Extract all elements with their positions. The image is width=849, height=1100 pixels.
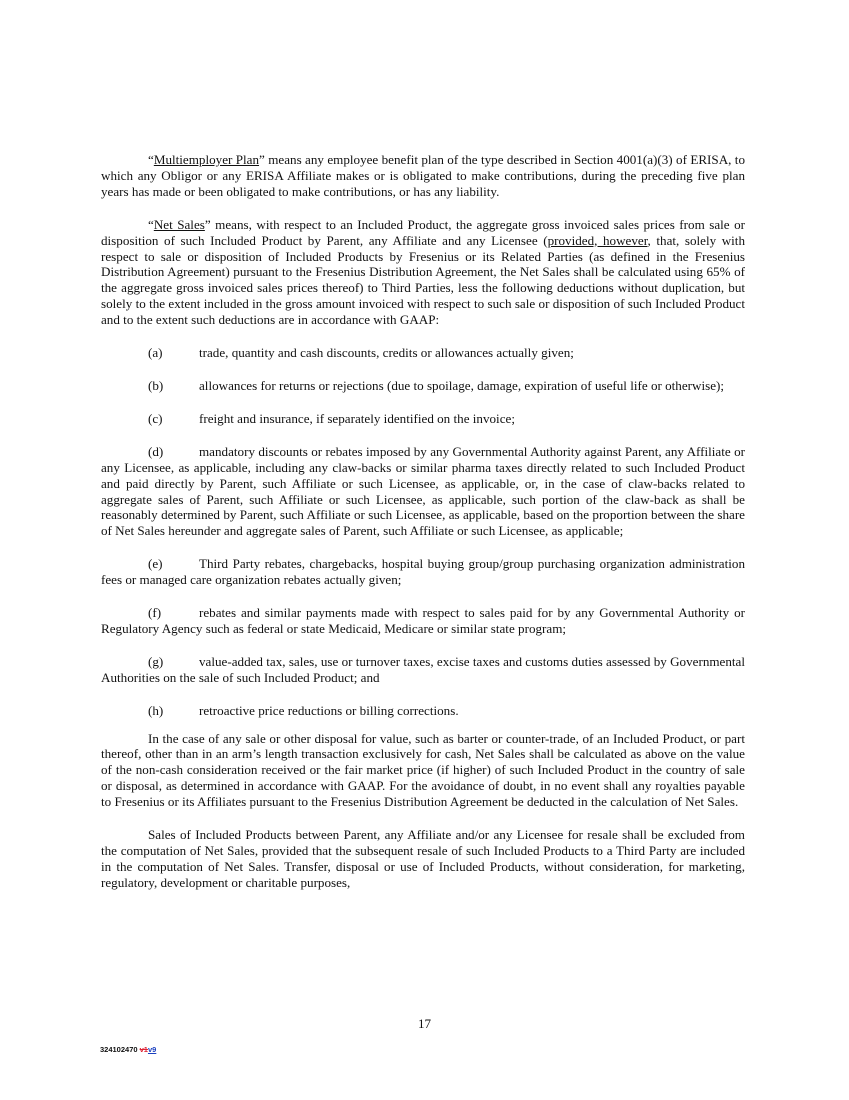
- deduction-item-h: [101, 703, 745, 719]
- item-label: (f): [148, 605, 162, 621]
- item-label: (b): [148, 377, 164, 393]
- deduction-item-e: [101, 556, 745, 588]
- item-text: allowances for returns or rejections (due to spoilage, damage, expiration of useful life or otherwise);: [199, 377, 725, 393]
- barter-paragraph: In the case of any sale or other disposal for value, such as barter or counter-trade, of an Included Product, or part thereof, other than in an arm’s length transaction exclusively for cash, Net Sales shall be calculated as above on the value of the non-cash consideration received or the fair market price (if higher) of such Included Product in the country of sale or disposal, as determined in accordance with GAAP. For the avoidance of doubt, in no event shall any royalties payable to Fresenius or its Affiliates pursuant to the Fresenius Distribution Agreement be deducted in the calculation of Net Sales.: [101, 730, 745, 810]
- deduction-item-b: [101, 378, 745, 394]
- multiemployer-plan-definition: [101, 152, 745, 200]
- resale-paragraph: Sales of Included Products between Parent, any Affiliate and/or any Licensee for resale shall be excluded from the computation of Net Sales, provided that the subsequent resale of such Included Products to a Third Party are included in the computation of Net Sales. Transfer, disposal or use of Included Products, without consideration, for marketing, regulatory, development or charitable purposes,: [101, 827, 745, 890]
- item-label: (e): [148, 556, 163, 572]
- item-text: trade, quantity and cash discounts, credits or allowances actually given;: [199, 345, 574, 361]
- item-text: value-added tax, sales, use or turnover taxes, excise taxes and customs duties assessed by Governmental Authorities on the sale of such Included Product; and: [101, 653, 745, 685]
- open-quote: “: [148, 216, 154, 232]
- deduction-item-d: [101, 444, 745, 539]
- doc-id-number: 324102470: [100, 1045, 140, 1054]
- definition-text-a: ” means, with respect to an Included Product, the aggregate gross invoiced sales prices from sale or disposition of such Included Product by Parent, any Affiliate and any Licensee (: [101, 216, 745, 248]
- open-quote: “: [148, 152, 154, 167]
- item-label: (d): [148, 443, 164, 459]
- deduction-item-f: [101, 605, 745, 637]
- document-body: [101, 152, 745, 908]
- document-id: [100, 1045, 156, 1054]
- item-text: mandatory discounts or rebates imposed by any Governmental Authority against Parent, any Affiliate or any Licensee, as applicable, including any claw-backs or similar pharma taxes directly related to such Included Product and paid directly by Parent, such Affiliate or such Licensee, as applicable, or, in the case of claw-backs related to aggregate sales of Parent, such Affiliate or such Licensee, as applicable, such portion of the claw-back as shall be reasonably determined by Parent, such Affiliate or such Licensee, as applicable, based on the proportion between the share of Net Sales hereunder and aggregate sales of Parent, such Affiliate or such Licensee, as applicable;: [101, 443, 745, 539]
- item-text: rebates and similar payments made with respect to sales paid for by any Governmental Authority or Regulatory Agency such as federal or state Medicaid, Medicare or similar state program;: [101, 605, 745, 636]
- deduction-item-g: [101, 654, 745, 686]
- item-label: (g): [148, 653, 164, 669]
- item-label: (c): [148, 410, 163, 426]
- version-inserted: v9: [147, 1045, 157, 1054]
- defined-term-multiemployer-plan: Multiemployer Plan: [153, 152, 260, 167]
- deduction-item-a: [101, 345, 745, 361]
- item-label: (a): [148, 345, 163, 361]
- item-label: (h): [148, 702, 164, 718]
- defined-term-net-sales: Net Sales: [153, 216, 205, 232]
- definition-text-b: , that, solely with respect to sale or disposition of Included Products by Fresenius or its Related Parties (as defined in the Fresenius Distribution Agreement) pursuant to the Fresenius Distribution Agreement, the Net Sales shall be calculated using 65% of the aggregate gross invoiced sales prices thereof) to Third Parties, less the following deductions without duplication, but solely to the extent included in the gross amount invoiced with respect to such sale or disposition of such Included Product and to the extent such deductions are in accordance with GAAP:: [101, 232, 745, 328]
- version-deleted: v1: [139, 1045, 148, 1054]
- item-text: Third Party rebates, chargebacks, hospital buying group/group purchasing organization administration fees or managed care organization rebates actually given;: [101, 556, 745, 588]
- deduction-item-c: [101, 411, 745, 427]
- net-sales-definition: [101, 217, 745, 328]
- definition-text: ” means any employee benefit plan of the type described in Section 4001(a)(3) of ERISA, to which any Obligor or any ERISA Affiliate makes or is obligated to make contributions, during the preceding five plan years has made or been obligated to make contributions, or has any liability.: [101, 152, 745, 199]
- item-text: retroactive price reductions or billing corrections.: [199, 702, 459, 718]
- provided-however: provided, however: [547, 232, 648, 248]
- item-text: freight and insurance, if separately identified on the invoice;: [199, 410, 515, 426]
- page-number: 17: [417, 1016, 432, 1031]
